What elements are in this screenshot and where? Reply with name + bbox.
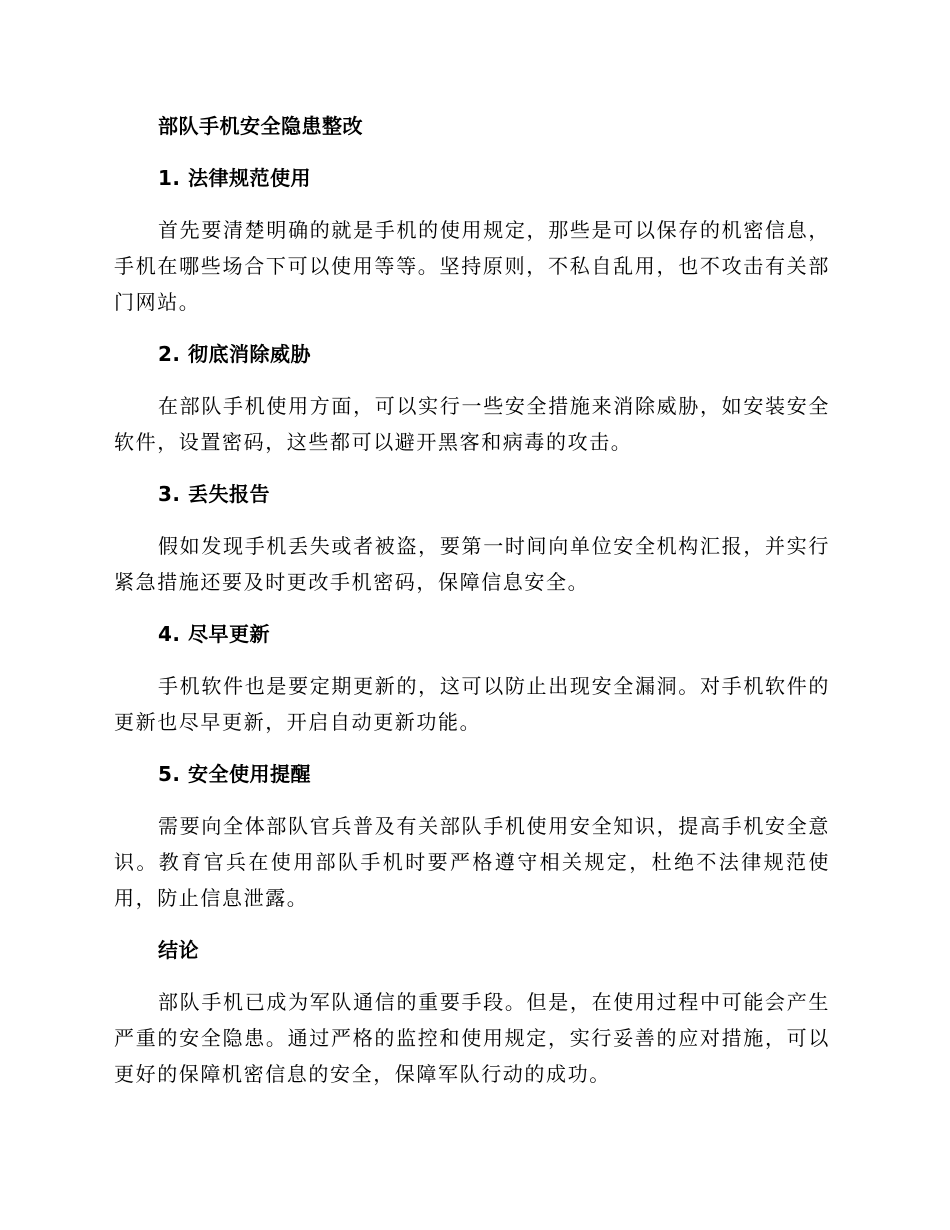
section-5-body: 需要向全体部队官兵普及有关部队手机使用安全知识，提高手机安全意识。教育官兵在使用部队手机时要严格遵守相关规定，杜绝不法律规范使用，防止信息泄露。: [114, 814, 830, 910]
section-2-body: 在部队手机使用方面，可以实行一些安全措施来消除威胁，如安装安全软件，设置密码，这些都可以避开黑客和病毒的攻击。: [114, 394, 830, 454]
section-4-title: 尽早更新: [188, 622, 270, 646]
document-title: 部队手机安全隐患整改: [158, 114, 363, 138]
section-3-title: 丢失报告: [188, 482, 270, 506]
document-page: [114, 108, 830, 1108]
section-4-body: 手机软件也是要定期更新的，这可以防止出现安全漏洞。对手机软件的更新也尽早更新，开启自动更新功能。: [114, 674, 830, 734]
section-3-number: 3.: [158, 482, 181, 506]
section-3-body: 假如发现手机丢失或者被盗，要第一时间向单位安全机构汇报，并实行紧急措施还要及时更改手机密码，保障信息安全。: [114, 534, 830, 594]
section-2-title: 彻底消除威胁: [188, 342, 311, 366]
section-5-title: 安全使用提醒: [188, 762, 311, 786]
section-1-body: 首先要清楚明确的就是手机的使用规定，那些是可以保存的机密信息，手机在哪些场合下可以使用等等。坚持原则，不私自乱用，也不攻击有关部门网站。: [114, 218, 830, 314]
section-4-number: 4.: [158, 622, 181, 646]
section-2-heading: [158, 336, 830, 372]
section-2-number: 2.: [158, 342, 181, 366]
conclusion-heading: 结论: [158, 938, 199, 962]
section-5-heading: [158, 756, 830, 792]
section-1-heading: [158, 160, 830, 196]
section-3-heading: [158, 476, 830, 512]
conclusion-body: 部队手机已成为军队通信的重要手段。但是，在使用过程中可能会产生严重的安全隐患。通过严格的监控和使用规定，实行妥善的应对措施，可以更好的保障机密信息的安全，保障军队行动的成功。: [114, 990, 830, 1086]
section-1-number: 1.: [158, 166, 181, 190]
section-1-title: 法律规范使用: [188, 166, 311, 190]
section-4-heading: [158, 616, 830, 652]
section-5-number: 5.: [158, 762, 181, 786]
